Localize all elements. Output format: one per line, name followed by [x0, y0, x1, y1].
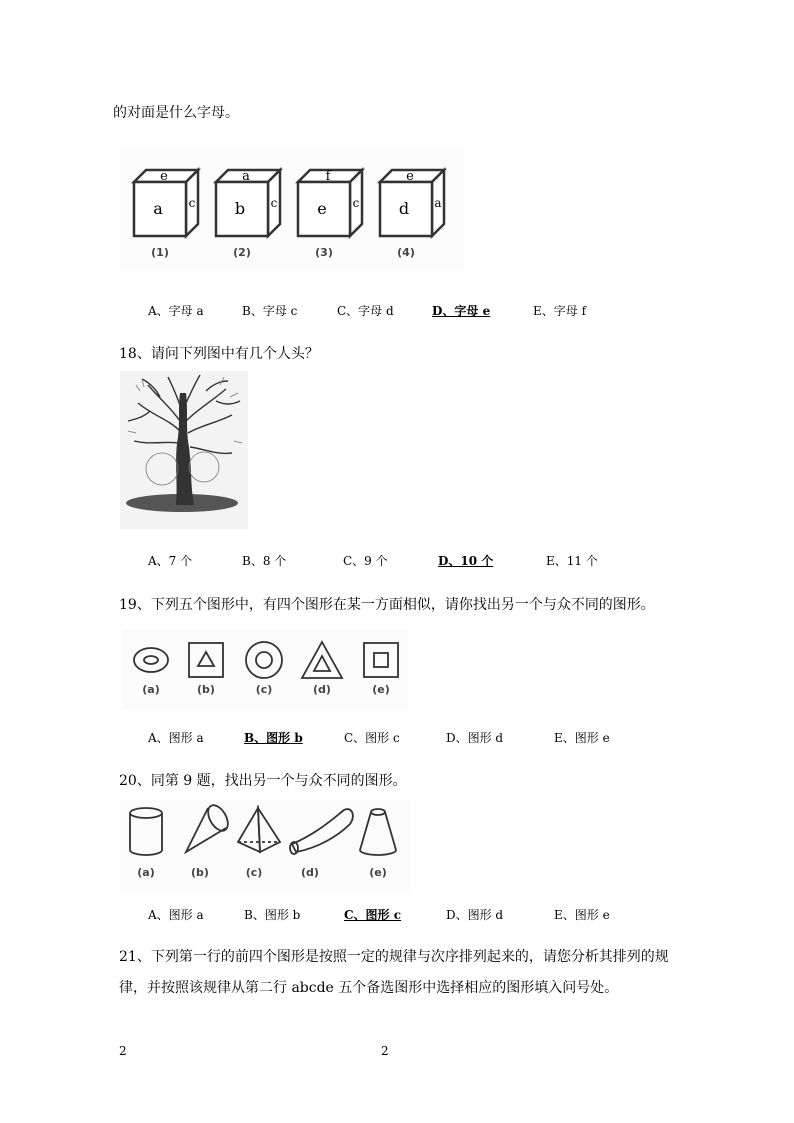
q20-option-d[interactable]: D、图形 d [446, 908, 504, 922]
q17-option-a[interactable]: A、字母 a [148, 304, 204, 318]
q21-line-1: 21、下列第一行的前四个图形是按照一定的规律与次序排列起来的，请您分析其排列的规 [119, 949, 669, 965]
q18-option-b[interactable]: B、8 个 [242, 554, 287, 568]
cube-label-3: (3) [315, 246, 333, 259]
q18-option-a[interactable]: A、7 个 [148, 554, 193, 568]
cube-1-top: e [160, 169, 168, 184]
solids-figure-q20 [120, 800, 410, 892]
q18-option-c[interactable]: C、9 个 [343, 554, 388, 568]
q20-option-e[interactable]: E、图形 e [554, 908, 610, 922]
q20-label-e: (e) [369, 866, 387, 879]
q17-option-d-answer[interactable]: D、字母 e [432, 304, 491, 318]
cube-4-side: a [434, 196, 442, 210]
cube-1-front: a [153, 199, 163, 218]
q19-option-b-answer[interactable]: B、图形 b [244, 731, 303, 745]
q19-label-b: (b) [197, 683, 215, 696]
q19-option-c[interactable]: C、图形 c [344, 731, 400, 745]
q19-option-e[interactable]: E、图形 e [554, 731, 610, 745]
cube-label-1: (1) [151, 246, 169, 259]
cube-1 [134, 169, 198, 236]
q20-label-a: (a) [137, 866, 155, 879]
cube-2-front: b [234, 199, 246, 218]
cube-4 [380, 169, 444, 236]
q19-text: 19、下列五个图形中，有四个图形在某一方面相似，请你找出另一个与众不同的图形。 [119, 597, 655, 613]
q19-label-a: (a) [142, 683, 160, 696]
cube-2 [216, 169, 280, 236]
q17-intro: 的对面是什么字母。 [113, 105, 239, 121]
cube-3-top: f [325, 169, 331, 184]
q18-option-e[interactable]: E、11 个 [546, 554, 598, 568]
cube-2-side: c [270, 196, 278, 210]
q17-option-b[interactable]: B、字母 c [242, 304, 298, 318]
q20-option-c-answer[interactable]: C、图形 c [344, 908, 402, 922]
cube-label-2: (2) [233, 246, 251, 259]
cube-4-front: d [398, 199, 410, 218]
cube-3 [298, 169, 362, 236]
cube-4-top: e [406, 169, 414, 184]
footer-page-left: 2 [119, 1044, 127, 1058]
q19-label-e: (e) [372, 683, 390, 696]
q20-label-b: (b) [191, 866, 209, 879]
q20-label-d: (d) [301, 866, 319, 879]
q20-text: 20、同第 9 题，找出另一个与众不同的图形。 [119, 773, 407, 789]
cube-1-side: c [188, 196, 196, 210]
cube-3-side: c [352, 196, 360, 210]
q20-option-a[interactable]: A、图形 a [148, 908, 204, 922]
cube-figure [120, 148, 464, 270]
cube-3-front: e [317, 199, 327, 218]
q21-line-2: 律，并按照该规律从第二行 abcde 五个备选图形中选择相应的图形填入问号处。 [119, 980, 619, 996]
q18-option-d-answer[interactable]: D、10 个 [438, 554, 494, 568]
q20-label-c: (c) [245, 866, 263, 879]
q19-label-c: (c) [255, 683, 273, 696]
shapes-figure-q19 [122, 630, 408, 710]
cube-label-4: (4) [397, 246, 415, 259]
q17-option-e[interactable]: E、字母 f [533, 304, 587, 318]
q20-option-b[interactable]: B、图形 b [244, 908, 301, 922]
q19-option-a[interactable]: A、图形 a [148, 731, 204, 745]
cube-2-top: a [242, 169, 250, 184]
q19-label-d: (d) [313, 683, 331, 696]
q18-text: 18、请问下列图中有几个人头？ [119, 346, 319, 362]
footer-page-center: 2 [381, 1044, 389, 1058]
q17-option-c[interactable]: C、字母 d [337, 304, 394, 318]
q19-option-d[interactable]: D、图形 d [446, 731, 504, 745]
tree-heads-image [120, 371, 248, 529]
